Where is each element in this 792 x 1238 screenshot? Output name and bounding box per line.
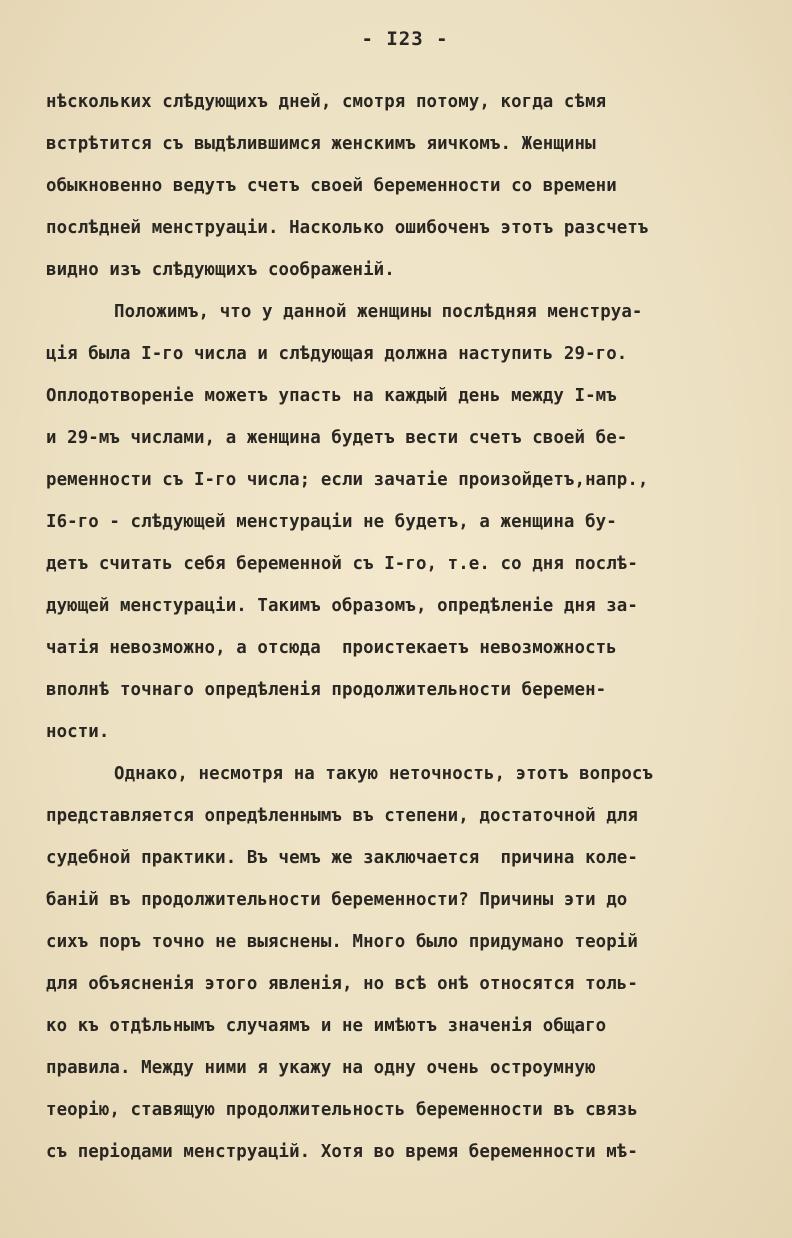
text-line: Положимъ, что у данной женщины послѣдняя менструа-: [114, 302, 643, 322]
text-line: обыкновенно ведутъ счетъ своей беременности со времени: [46, 176, 617, 196]
text-line: съ перiодами менструацiй. Хотя во время беременности мѣ-: [46, 1142, 638, 1162]
text-line: вполнѣ точнаго опредѣленiя продолжительности беремен-: [46, 680, 607, 700]
text-line: ности.: [46, 722, 110, 742]
text-line: Однако, несмотря на такую неточность, этотъ вопросъ: [114, 764, 654, 784]
text-line: сихъ поръ точно не выяснены. Много было придумано теорiй: [46, 932, 638, 952]
text-line: и 29-мъ числами, а женщина будетъ вести счетъ своей бе-: [46, 428, 628, 448]
text-line: представляется опредѣленнымъ въ степени, достаточной для: [46, 806, 638, 826]
text-line: встрѣтится съ выдѣлившимся женскимъ яичкомъ. Женщины: [46, 134, 596, 154]
text-line: банiй въ продолжительности беременности? Причины эти до: [46, 890, 628, 910]
text-line: теорiю, ставящую продолжительность беременности въ связь: [46, 1100, 638, 1120]
text-line: Оплодотворенiе можетъ упасть на каждый день между I-мъ: [46, 386, 617, 406]
page-number: - I23 -: [361, 28, 449, 50]
text-line: судебной практики. Въ чемъ же заключается причина коле-: [46, 848, 638, 868]
text-line: детъ считать себя беременной съ I-го, т.е. со дня послѣ-: [46, 554, 638, 574]
text-line: видно изъ слѣдующихъ соображенiй.: [46, 260, 395, 280]
text-line: I6-го - слѣдующей менстурацiи не будетъ, а женщина бу-: [46, 512, 617, 532]
text-line: послѣдней менструацiи. Насколько ошибоченъ этотъ разсчетъ: [46, 218, 649, 238]
text-line: нѣскольких слѣдующихъ дней, смотря потому, когда сѣмя: [46, 92, 607, 112]
text-line: дующей менстурацiи. Такимъ образомъ, опредѣленiе дня за-: [46, 596, 638, 616]
text-line: для объясненiя этого явленiя, но всѣ онѣ относятся толь-: [46, 974, 638, 994]
text-line: ко къ отдѣльнымъ случаямъ и не имѣютъ значенiя общаго: [46, 1016, 607, 1036]
text-line: чатiя невозможно, а отсюда проистекаетъ невозможность: [46, 638, 617, 658]
text-line: цiя была I-го числа и слѣдующая должна наступить 29-го.: [46, 344, 628, 364]
text-line: ременности съ I-го числа; если зачатiе произойдетъ,напр.,: [46, 470, 649, 490]
text-line: правила. Между ними я укажу на одну очень остроумную: [46, 1058, 596, 1078]
